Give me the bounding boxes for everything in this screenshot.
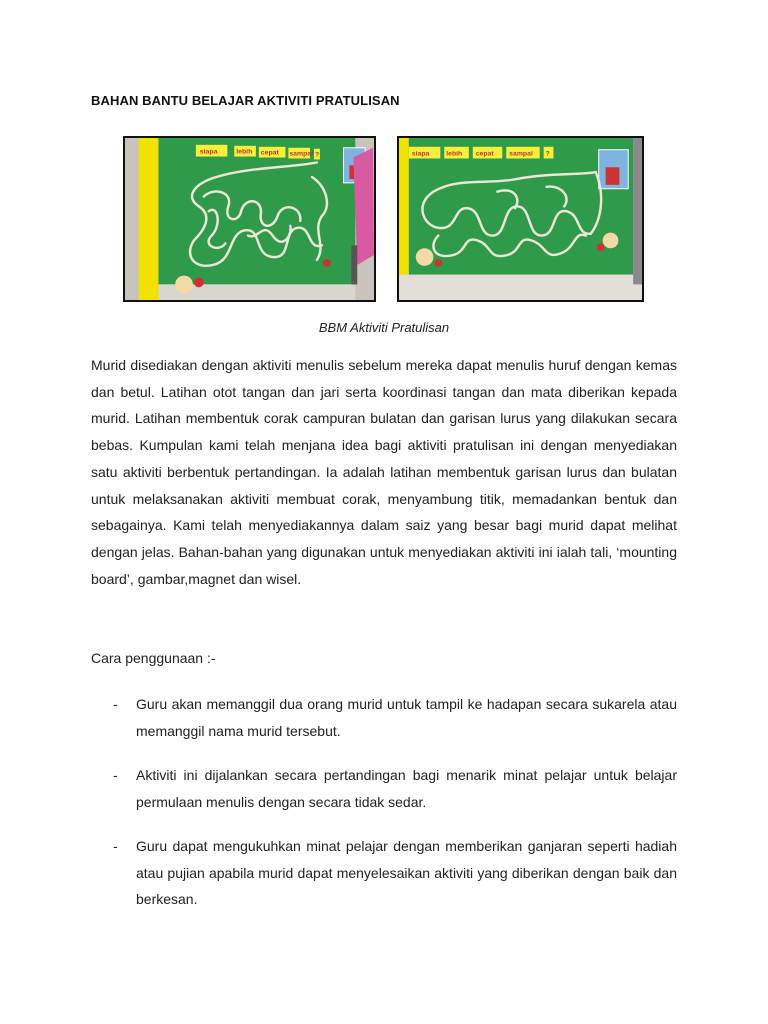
sign-word: lebih — [236, 148, 253, 156]
body-paragraph: Murid disediakan dengan aktiviti menulis sebelum mereka dapat menulis huruf dengan kemas dan betul. Latihan otot tangan dan jari serta koordinasi tangan dan mata diberikan kepada murid. Latihan membentuk corak campuran bulatan dan garisan lurus yang dilakukan secara bebas. Kumpulan kami telah menjana idea bagi aktiviti pratulisan ini dengan menyediakan satu aktiviti berbentuk pertandingan. Ia adalah latihan membentuk garisan lurus dan bulatan untuk melaksanakan aktiviti membuat corak, menyambung titik, memadankan bentuk dan sebagainya. Kami telah menyediakannya dalam saiz yang besar bagi murid dapat melihat dengan jelas. Bahan-bahan yang digunakan untuk menyediakan aktiviti ini ialah tali, ‘mounting board’, gambar,magnet dan wisel. — [91, 357, 677, 587]
maze-board-right-image — [399, 138, 642, 300]
list-item-text: Guru dapat mengukuhkan minat pelajar dengan memberikan ganjaran seperti hadiah atau pujian apabila murid dapat menyelesaikan aktiviti yang diberikan dengan baik dan berkesan. — [136, 838, 677, 908]
bullet-marker: - — [113, 767, 118, 783]
activity-photo-left — [123, 136, 376, 302]
sign-word: siapa — [411, 150, 430, 158]
sign-word: ? — [545, 150, 550, 158]
bullet-marker: - — [113, 838, 118, 854]
maze-board-left-image — [125, 138, 374, 300]
sign-word: sampai — [509, 150, 533, 158]
figure-caption: BBM Aktiviti Pratulisan — [318, 320, 450, 335]
sign-word: cepat — [475, 150, 494, 158]
activity-photo-right — [397, 136, 644, 302]
sign-word: sampai — [289, 150, 314, 158]
list-item-text: Guru akan memanggil dua orang murid untuk tampil ke hadapan secara sukarela atau memanggil nama murid tersebut. — [136, 696, 677, 739]
sign-word: cepat — [260, 149, 279, 157]
bullet-marker: - — [113, 696, 118, 712]
list-item-text: Aktiviti ini dijalankan secara pertandingan bagi menarik minat pelajar untuk belajar permulaan menulis dengan secara tidak sedar. — [136, 767, 677, 810]
sign-word: siapa — [199, 148, 218, 156]
sign-word: ? — [314, 151, 320, 159]
sign-word: lebih — [446, 150, 463, 158]
usage-heading: Cara penggunaan :- — [91, 650, 216, 666]
document-title: BAHAN BANTU BELAJAR AKTIVITI PRATULISAN — [91, 93, 400, 108]
